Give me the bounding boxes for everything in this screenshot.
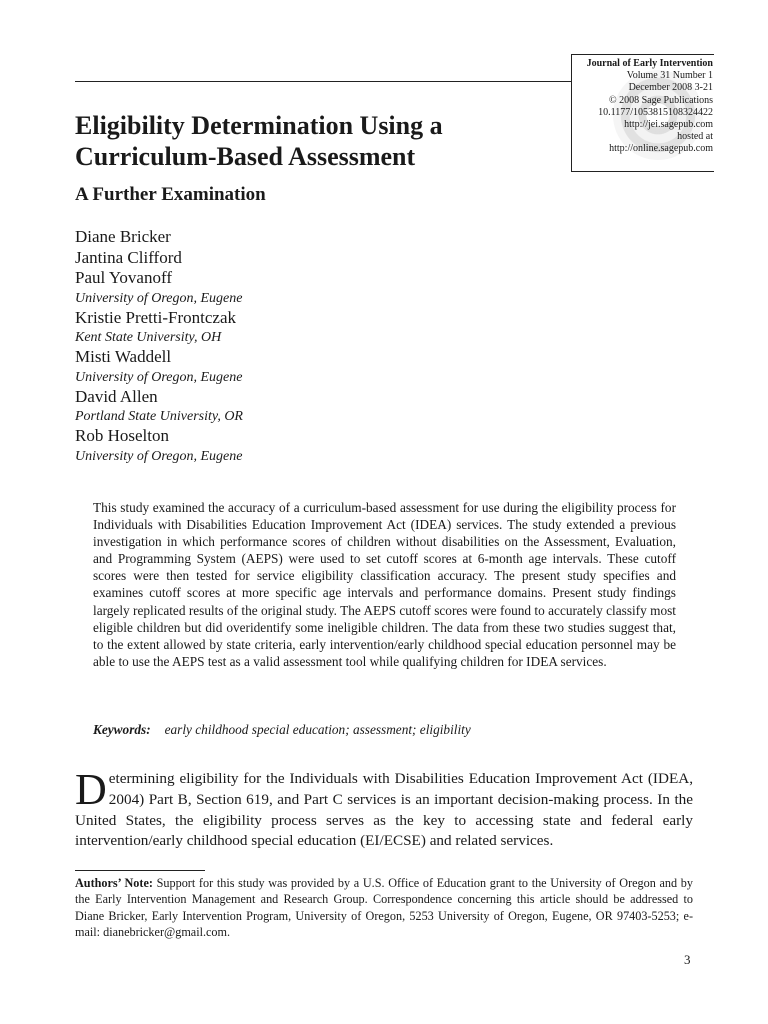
author-name: David Allen bbox=[75, 386, 158, 406]
article-title-line-1: Eligibility Determination Using a bbox=[75, 111, 443, 140]
authors-note-text: Support for this study was provided by a U.S. Office of Education grant to the University of Oregon and by the Early Intervention Management and Research Group. Correspondence concerning this article should be addressed to Diane Bricker, Early Intervention Program, University of Oregon, 5253 University of Oregon, Eugene, OR 97403-5253; e-mail: dianebricker@gmail.com. bbox=[75, 876, 693, 940]
author-affiliation: Kent State University, OH bbox=[75, 330, 222, 345]
author-affiliation: University of Oregon, Eugene bbox=[75, 290, 243, 306]
footnote-rule bbox=[75, 870, 205, 871]
article-subtitle: A Further Examination bbox=[75, 184, 266, 205]
keywords-text: early childhood special education; assessment; eligibility bbox=[164, 722, 471, 737]
author-affiliation: University of Oregon, Eugene bbox=[75, 369, 243, 385]
authors-note bbox=[75, 875, 693, 941]
author-name: Misti Waddell bbox=[75, 347, 172, 366]
article-title bbox=[75, 110, 443, 172]
journal-hosted-url[interactable]: http://online.sagepub.com bbox=[609, 143, 713, 155]
authors-note-label: Authors’ Note: bbox=[75, 876, 153, 890]
author-name: Rob Hoselton bbox=[75, 426, 169, 445]
journal-name: Journal of Early Intervention bbox=[586, 58, 713, 69]
author-affiliation: Portland State University, OR bbox=[75, 409, 243, 424]
journal-info bbox=[587, 58, 713, 156]
header-rule bbox=[75, 81, 571, 82]
author-name: Kristie Pretti-Frontczak bbox=[75, 307, 236, 327]
author-name: Paul Yovanoff bbox=[75, 268, 172, 287]
author-name: Diane Bricker bbox=[75, 227, 171, 246]
keywords bbox=[93, 722, 471, 738]
body-text: etermining eligibility for the Individuals with Disabilities Education Improvement Act (IDEA, 2004) Part B, Section 619, and Part C services is an important decision-making process. In the United States, the eligibility process serves as the key to accessing state and federal early intervention/early childhood special education (EI/ECSE) and related services. bbox=[75, 770, 693, 850]
author-affiliation: University of Oregon, Eugene bbox=[75, 448, 243, 464]
author-list bbox=[75, 227, 243, 466]
journal-url[interactable]: http://jei.sagepub.com bbox=[624, 119, 713, 131]
keywords-label: Keywords: bbox=[93, 722, 151, 737]
journal-date: December 2008 3-21 bbox=[628, 82, 713, 94]
drop-cap: D bbox=[75, 765, 107, 814]
article-title-line-2: Curriculum-Based Assessment bbox=[75, 142, 416, 171]
body-paragraph bbox=[75, 765, 693, 852]
journal-hosted-label: hosted at bbox=[677, 131, 713, 143]
journal-volume: Volume 31 Number 1 bbox=[626, 70, 713, 82]
journal-copyright: © 2008 Sage Publications bbox=[609, 94, 713, 106]
journal-doi[interactable]: 10.1177/1053815108324422 bbox=[598, 106, 713, 118]
abstract: This study examined the accuracy of a curriculum-based assessment for use during the eligibility process for Individuals with Disabilities Education Improvement Act (IDEA) services. The study extended a previous investigation in which performance scores of children without disabilities on the Assessment, Evaluation, and Programming System (AEPS) were used to set cutoff scores at 6-month age intervals. These cutoff scores were then tested for service eligibility classification accuracy. The present study specifies and examines cutoff scores at more specific age intervals and performance domains. Present study findings largely replicated results of the original study. The AEPS cutoff scores were found to accurately classify most eligible children but did overidentify some ineligible children. The data from these two studies suggest that, to the extent allowed by state criteria, early intervention/early childhood special education personnel may be able to use the AEPS test as a valid assessment tool while qualifying children for IDEA services. bbox=[93, 500, 676, 669]
page-number: 3 bbox=[684, 952, 691, 967]
author-name: Jantina Clifford bbox=[75, 247, 182, 267]
